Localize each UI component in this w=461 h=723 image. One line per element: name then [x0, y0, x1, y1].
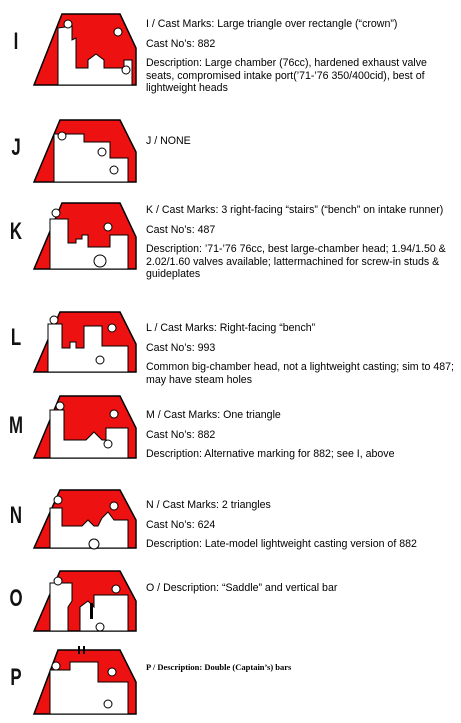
cylinder-head-diagram-j [28, 112, 140, 184]
letter-label: L [10, 324, 22, 351]
entry-line: Description: Alternative marking for 882; see I, above [146, 448, 395, 460]
entry-line: Description: Late-model lightweight casting version of 882 [146, 538, 417, 550]
letter-label: J [11, 134, 21, 161]
letter-label: O [9, 585, 23, 612]
letter-label: N [9, 502, 23, 529]
cylinder-head-diagram-m [28, 392, 140, 460]
entry-line: I / Cast Marks: Large triangle over rectangle (“crown”) [146, 18, 398, 30]
entry-line: O / Description: “Saddle” and vertical bar [146, 582, 338, 594]
letter-label: M [9, 412, 23, 439]
entry-line: Cast No’s: 487 [146, 223, 216, 236]
vertical-bar-mark [90, 603, 93, 619]
entry-line: Common big-chamber head, not a lightweight casting; sim to 487; may have steam holes [146, 361, 454, 386]
cylinder-head-diagram-k [28, 199, 140, 275]
letter-label: I [13, 28, 19, 55]
letter-label: K [9, 218, 23, 245]
entry-line: J / NONE [146, 135, 191, 147]
entry-line: N / Cast Marks: 2 triangles [146, 499, 271, 511]
entry-line: K / Cast Marks: 3 right-facing “stairs” (“bench” on intake runner) [146, 204, 444, 216]
cylinder-head-diagram-n [28, 486, 140, 552]
cylinder-head-diagram-o [28, 567, 140, 635]
entry-line: P / Description: Double (Captain’s) bars [146, 662, 292, 672]
entry-line: Description: ’71-’76 76cc, best large-chamber head; 1.94/1.50 & 2.02/1.60 valves available; lattermachined for screw-in studs & guideplates [146, 243, 446, 280]
entry-line: Cast No’s: 882 [146, 428, 216, 441]
entry-line: Cast No’s: 624 [146, 518, 216, 531]
entry-line: Cast No’s: 993 [146, 341, 216, 354]
entry-line: Description: Large chamber (76cc), hardened exhaust valve seats, compromised intake port(’71-’76 350/400cid), best of lightweight heads [146, 57, 427, 94]
entry-line: L / Cast Marks: Right-facing “bench” [146, 322, 316, 334]
entry-line: Cast No’s: 882 [146, 37, 216, 50]
entry-line: M / Cast Marks: One triangle [146, 409, 281, 421]
double-bars-mark [78, 646, 80, 654]
cylinder-head-diagram-p [28, 644, 140, 718]
cylinder-head-diagram-l [28, 308, 140, 376]
cylinder-head-diagram-i [28, 10, 140, 88]
letter-label: P [10, 664, 22, 691]
